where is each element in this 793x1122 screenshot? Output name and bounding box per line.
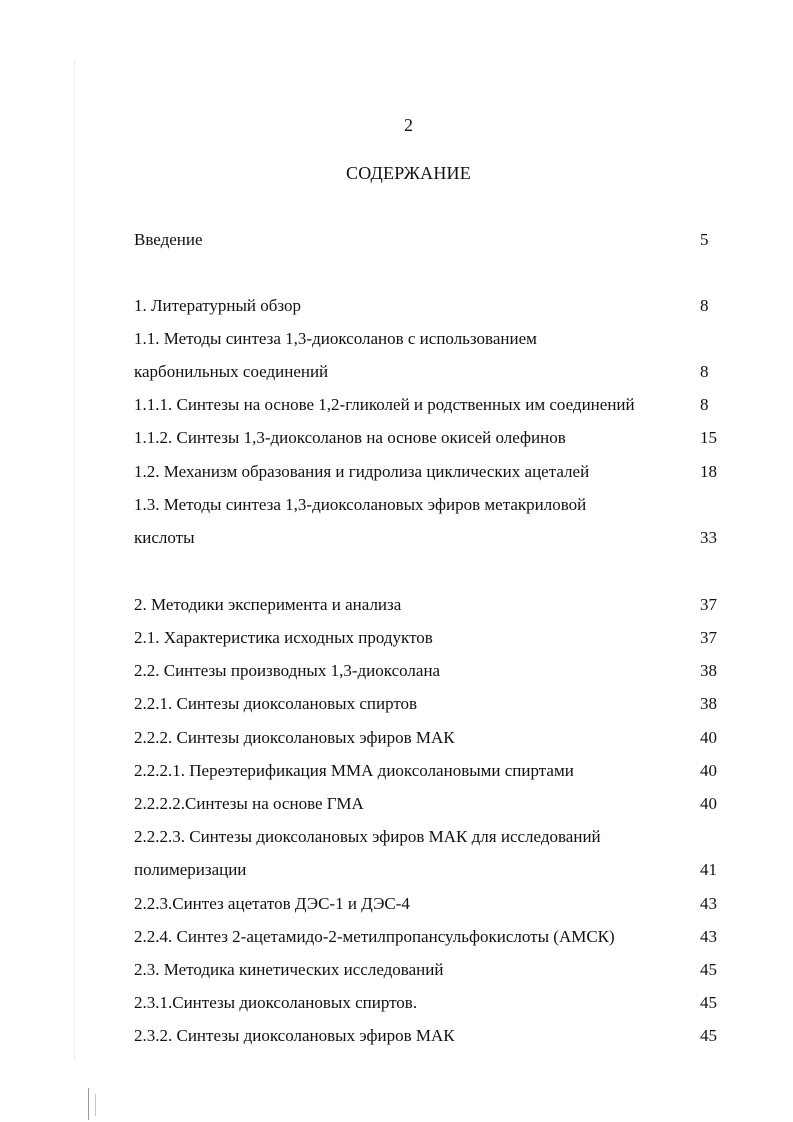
toc-entry-page: 15 — [700, 428, 717, 447]
toc-entry-title: 2.2.1. Синтезы диоксолановых спиртов — [134, 694, 418, 713]
toc-entry-page: 37 — [700, 628, 717, 647]
toc-entry-page: 41 — [700, 860, 717, 879]
toc-entry-title: карбонильных соединений — [134, 362, 329, 381]
toc-entry — [134, 693, 720, 715]
toc-entry-title: 1.3. Методы синтеза 1,3-диоксолановых эфиров метакриловой — [134, 495, 587, 514]
toc-entry-title: 2.2. Синтезы производных 1,3-диоксолана — [134, 661, 441, 680]
toc-entry — [134, 760, 720, 782]
toc-entry — [134, 859, 720, 881]
toc-entry-page: 40 — [700, 761, 717, 780]
toc-entry-page: 18 — [700, 462, 717, 481]
toc-entry-page: 38 — [700, 694, 717, 713]
toc-entry — [134, 527, 720, 549]
toc-entry — [134, 229, 720, 251]
toc-entry-title: 2.2.2.3. Синтезы диоксолановых эфиров МАК для исследований — [134, 827, 601, 846]
toc-entry-title: 2.1. Характеристика исходных продуктов — [134, 628, 433, 647]
toc-entry-page: 45 — [700, 1026, 717, 1045]
toc-entry-page: 45 — [700, 960, 717, 979]
toc-entry — [134, 959, 720, 981]
toc-entry-page: 40 — [700, 794, 717, 813]
toc-entry-title: 1.2. Механизм образования и гидролиза циклических ацеталей — [134, 462, 590, 481]
toc-entry-title: 2.3.2. Синтезы диоксолановых эфиров МАК — [134, 1026, 455, 1045]
toc-entry — [134, 660, 720, 682]
toc-entry-page: 8 — [700, 296, 709, 315]
toc-entry-title: Введение — [134, 230, 203, 249]
toc-entry-title: 1.1.1. Синтезы на основе 1,2-гликолей и родственных им соединений — [134, 395, 635, 414]
toc-entry-page: 37 — [700, 595, 717, 614]
toc-entry-title: 2.3. Методика кинетических исследований — [134, 960, 444, 979]
scan-mark — [95, 1094, 96, 1116]
toc-entry — [134, 394, 720, 416]
toc-entry-title: 1. Литературный обзор — [134, 296, 302, 315]
toc-entry — [134, 793, 720, 815]
toc-entry-page: 38 — [700, 661, 717, 680]
toc-entry-page: 8 — [700, 395, 709, 414]
toc-entry — [134, 893, 720, 915]
table-of-contents — [134, 0, 720, 1122]
toc-entry — [134, 926, 720, 948]
toc-entry-title: 2. Методики эксперимента и анализа — [134, 595, 402, 614]
page-number: 2 — [404, 115, 413, 135]
toc-entry-title: 2.2.3.Синтез ацетатов ДЭС-1 и ДЭС-4 — [134, 894, 410, 913]
toc-entry-title: кислоты — [134, 528, 195, 547]
scan-edge — [74, 60, 75, 1060]
toc-entry-page: 43 — [700, 894, 717, 913]
toc-entry-page: 45 — [700, 993, 717, 1012]
toc-entry-title: 2.2.2. Синтезы диоксолановых эфиров МАК — [134, 728, 455, 747]
toc-entry-title: 1.1. Методы синтеза 1,3-диоксоланов с использованием — [134, 329, 537, 348]
toc-entry-title: 2.2.4. Синтез 2-ацетамидо-2-метилпропансульфокислоты (АМСК) — [134, 927, 615, 946]
toc-entry-page: 5 — [700, 230, 709, 249]
toc-entry — [134, 992, 720, 1014]
toc-entry — [134, 328, 720, 350]
toc-entry-title: 2.2.2.2.Синтезы на основе ГМА — [134, 794, 364, 813]
toc-entry-page: 33 — [700, 528, 717, 547]
toc-entry-page: 43 — [700, 927, 717, 946]
scan-mark — [88, 1088, 89, 1120]
toc-entry-title: 2.3.1.Синтезы диоксолановых спиртов. — [134, 993, 418, 1012]
toc-entry — [134, 826, 720, 848]
toc-entry — [134, 361, 720, 383]
page-title: СОДЕРЖАНИЕ — [346, 163, 471, 183]
toc-entry — [134, 427, 720, 449]
toc-entry-page: 8 — [700, 362, 709, 381]
toc-entry — [134, 494, 720, 516]
toc-entry-title: 2.2.2.1. Переэтерификация ММА диоксолановыми спиртами — [134, 761, 574, 780]
toc-entry — [134, 295, 720, 317]
toc-entry-title: полимеризации — [134, 860, 247, 879]
toc-entry — [134, 461, 720, 483]
toc-entry — [134, 594, 720, 616]
toc-entry-page: 40 — [700, 728, 717, 747]
toc-entry-title: 1.1.2. Синтезы 1,3-диоксоланов на основе окисей олефинов — [134, 428, 566, 447]
toc-entry — [134, 727, 720, 749]
toc-entry — [134, 627, 720, 649]
toc-entry — [134, 1025, 720, 1047]
